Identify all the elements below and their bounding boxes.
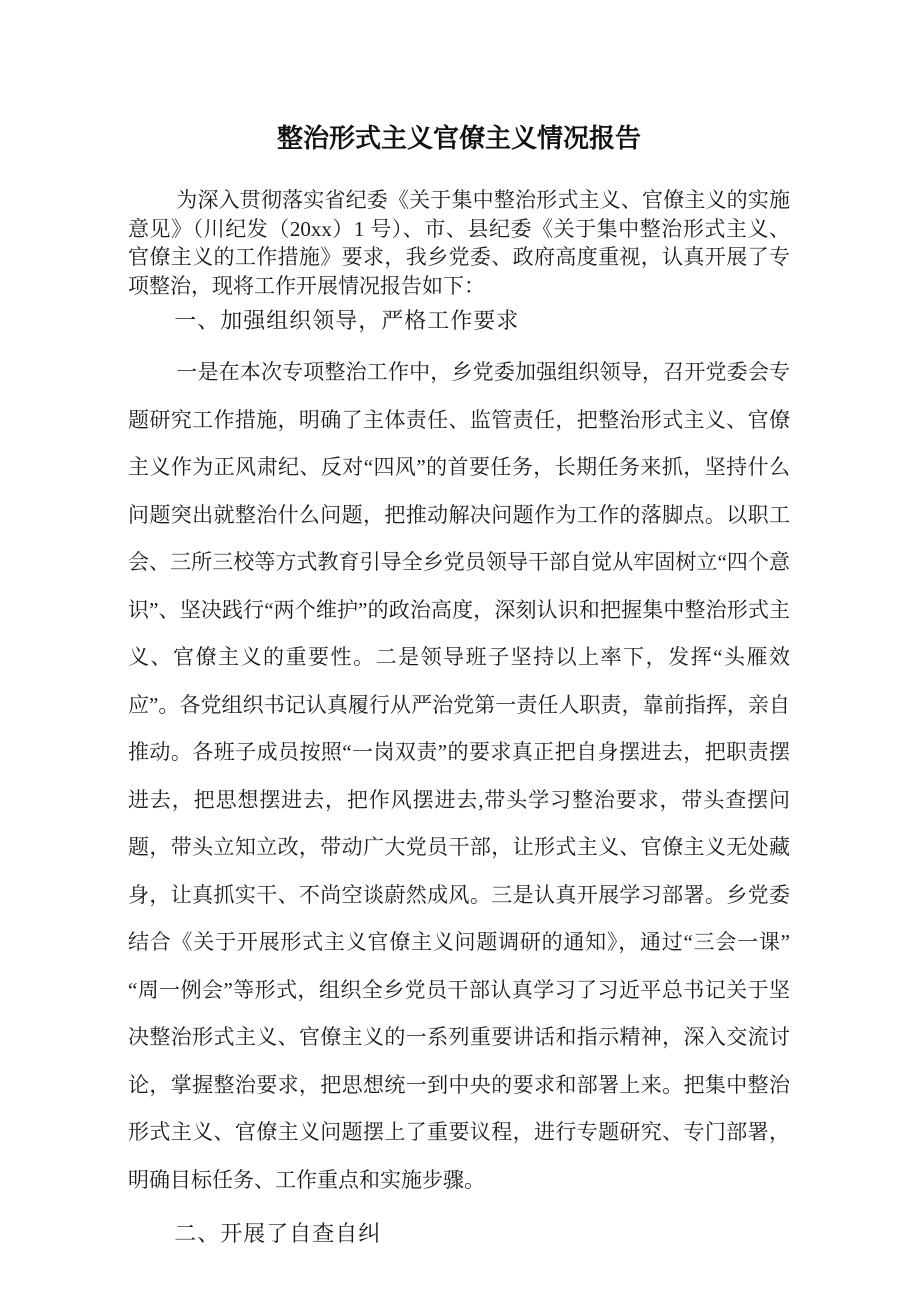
section-1-heading: 一、加强组织领导，严格工作要求 xyxy=(174,308,520,333)
section-1-paragraph: 一是在本次专项整治工作中，乡党委加强组织领导，召开党委会专题研究工作措施，明确了主体责任、监管责任，把整治形式主义、官僚主义作为正风肃纪、反对“四风”的首要任务，长期任务来抓，坚持什么问题突出就整治什么问题，把推动解决问题作为工作的落脚点。以职工会、三所三校等方式教育引导全乡党员领导干部自觉从牢固树立“四个意识”、坚决践行“两个维护”的政治高度，深刻认识和把握集中整治形式主义、官僚主义的重要性。二是领导班子坚持以上率下，发挥“头雁效应”。各党组织书记认真履行从严治党第一责任人职责，靠前指挥，亲自推动。各班子成员按照“一岗双责”的要求真正把自身摆进去，把职责摆进去，把思想摆进去，把作风摆进去,带头学习整治要求，带头查摆问题，带头立知立改，带动广大党员干部，让形式主义、官僚主义无处藏身，让真抓实干、不尚空谈蔚然成风。三是认真开展学习部署。乡党委结合《关于开展形式主义官僚主义问题调研的通知》，通过“三会一课”“周一例会”等形式，组织全乡党员干部认真学习了习近平总书记关于坚决整治形式主义、官僚主义的一系列重要讲话和指示精神，深入交流讨论，掌握整治要求，把思想统一到中央的要求和部署上来。把集中整治形式主义、官僚主义问题摆上了重要议程，进行专题研究、专门部署，明确目标任务、工作重点和实施步骤。 xyxy=(128,360,790,1192)
document-title: 整治形式主义官僚主义情况报告 xyxy=(276,123,641,153)
intro-paragraph: 为深入贯彻落实省纪委《关于集中整治形式主义、官僚主义的实施意见》（川纪发（20xx）1 号）、市、县纪委《关于集中整治形式主义、官僚主义的工作措施》要求，我乡党委、政府高度重视，认真开展了专项整治，现将工作开展情况报告如下： xyxy=(128,188,790,298)
section-2-heading: 二、开展了自查自纠 xyxy=(174,1221,382,1246)
